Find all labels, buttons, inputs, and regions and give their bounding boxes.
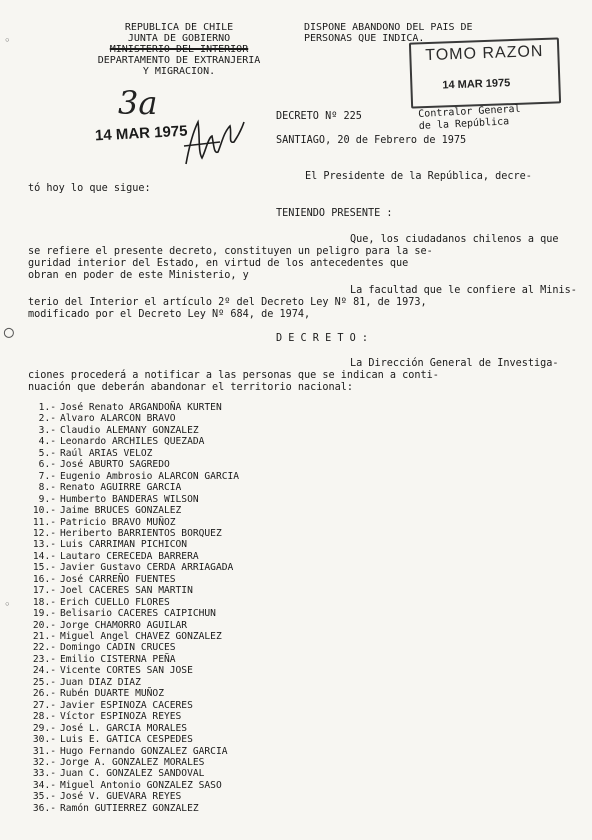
- list-item-name: Miguel Angel CHAVEZ GONZALEZ: [60, 631, 222, 642]
- list-item-name: Luis E. GATICA CESPEDES: [60, 734, 193, 746]
- list-item: [28, 436, 204, 447]
- list-item: [28, 654, 176, 665]
- list-item: [28, 482, 181, 493]
- list-item: [28, 459, 170, 470]
- list-item-number: 22.-: [32, 642, 56, 654]
- list-item-name: Lautaro CERECEDA BARRERA: [60, 550, 199, 562]
- list-item-number: 11.-: [32, 516, 56, 528]
- list-item-number: 26.-: [32, 688, 56, 700]
- list-item: [28, 700, 193, 711]
- list-item-name: Heriberto BARRIENTOS BORQUEZ: [60, 527, 222, 539]
- list-item-name: Eugenio Ambrosio ALARCON GARCIA: [60, 470, 240, 482]
- intro-line-1: El Presidente de la República, decre-: [305, 171, 532, 182]
- list-item: [28, 517, 176, 528]
- list-item: [28, 539, 187, 550]
- paragraph-2-line-2: terio del Interior el artículo 2º del Decreto Ley Nº 81, de 1973,: [28, 297, 427, 308]
- paragraph-3-line-1: La Dirección General de Investiga-: [350, 358, 559, 369]
- list-item-name: Leonardo ARCHILES QUEZADA: [60, 436, 205, 448]
- list-item-name: José CARREÑO FUENTES: [60, 573, 176, 585]
- list-item-name: Claudio ALEMANY GONZALEZ: [60, 424, 199, 436]
- margin-mark-icon: ◦: [4, 598, 11, 611]
- decree-number: DECRETO Nº 225: [276, 111, 362, 122]
- paragraph-1-line-4: obran en poder de este Ministerio, y: [28, 270, 249, 281]
- list-item-name: Jorge A. GONZALEZ MORALES: [60, 756, 205, 768]
- list-item-name: José L. GARCIA MORALES: [60, 722, 188, 734]
- list-item-name: Vicente CORTES SAN JOSE: [60, 665, 193, 677]
- list-item: [28, 734, 193, 745]
- list-item: [28, 803, 199, 814]
- list-item: [28, 551, 199, 562]
- list-item: [28, 631, 222, 642]
- subject-line-2: PERSONAS QUE INDICA.: [304, 33, 425, 44]
- list-item: [28, 413, 176, 424]
- list-item-number: 2.-: [38, 413, 56, 425]
- list-item: [28, 723, 187, 734]
- teniendo-presente-heading: TENIENDO PRESENTE :: [276, 208, 393, 219]
- list-item-name: Víctor ESPINOZA REYES: [60, 711, 182, 723]
- paragraph-1-line-2: se refiere el presente decreto, constituyen un peligro para la se-: [28, 246, 433, 257]
- list-item: [28, 448, 152, 459]
- handwritten-signature: [180, 112, 250, 172]
- issuer-header: [84, 22, 274, 77]
- list-item: [28, 505, 181, 516]
- list-item-number: 28.-: [32, 711, 56, 723]
- list-item: [28, 757, 204, 768]
- list-item-name: Emilio CISTERNA PEÑA: [60, 653, 176, 665]
- controller-line-1: Contralor General: [418, 103, 521, 120]
- list-item-number: 35.-: [32, 791, 56, 803]
- intro-line-2: tó hoy lo que sigue:: [28, 183, 151, 194]
- list-item-number: 7.-: [38, 470, 56, 482]
- controller-line-2: de la República: [418, 116, 510, 132]
- list-item-number: 5.-: [38, 447, 56, 459]
- list-item-number: 29.-: [32, 722, 56, 734]
- list-item-number: 16.-: [32, 573, 56, 585]
- list-item-number: 15.-: [32, 562, 56, 574]
- list-item-name: Hugo Fernando GONZALEZ GARCIA: [60, 745, 228, 757]
- list-item-number: 18.-: [32, 596, 56, 608]
- list-item-number: 32.-: [32, 756, 56, 768]
- list-item-number: 8.-: [38, 482, 56, 494]
- list-item-name: Miguel Antonio GONZALEZ SASO: [60, 779, 222, 791]
- list-item-number: 21.-: [32, 631, 56, 642]
- list-item: [28, 642, 176, 653]
- header-department-2: Y MIGRACION.: [142, 66, 216, 77]
- list-item-number: 13.-: [32, 539, 56, 551]
- list-item: [28, 471, 239, 482]
- list-item-number: 6.-: [38, 459, 56, 471]
- header-government: JUNTA DE GOBIERNO: [127, 33, 231, 44]
- list-item: [28, 597, 170, 608]
- decree-place-date: SANTIAGO, 20 de Febrero de 1975: [276, 135, 467, 146]
- paragraph-1-line-1: Que, los ciudadanos chilenos a que: [350, 234, 559, 245]
- list-item: [28, 768, 204, 779]
- list-item-name: Juan C. GONZALEZ SANDOVAL: [60, 768, 205, 780]
- list-item: [28, 688, 164, 699]
- list-item-number: 33.-: [32, 768, 56, 780]
- list-item-name: José ABURTO SAGREDO: [60, 459, 170, 471]
- list-item-name: Ramón GUTIERREZ GONZALEZ: [60, 802, 199, 814]
- list-item-name: Raúl ARIAS VELOZ: [60, 447, 153, 459]
- list-item-number: 24.-: [32, 665, 56, 677]
- list-item-number: 23.-: [32, 653, 56, 665]
- list-item-number: 14.-: [32, 550, 56, 562]
- list-item-number: 1.-: [38, 402, 56, 413]
- paragraph-2-line-1: La facultad que le confiere al Minis-: [350, 285, 577, 296]
- subject-line-1: DISPONE ABANDONO DEL PAIS DE: [304, 22, 473, 33]
- list-item-number: 12.-: [32, 527, 56, 539]
- list-item-number: 30.-: [32, 734, 56, 746]
- list-item-name: Belisario CACERES CAIPICHUN: [60, 608, 216, 620]
- list-item-name: Domingo CADIN CRUCES: [60, 642, 176, 654]
- list-item-number: 31.-: [32, 745, 56, 757]
- list-item: [28, 574, 176, 585]
- stamp-date: 14 MAR 1975: [442, 77, 511, 92]
- list-item-number: 4.-: [38, 436, 56, 448]
- margin-mark-icon: ◦: [4, 34, 11, 47]
- handwritten-reference: 3a: [118, 84, 158, 122]
- list-item-number: 3.-: [38, 424, 56, 436]
- list-item-name: Javier Gustavo CERDA ARRIAGADA: [60, 562, 234, 574]
- list-item: [28, 494, 199, 505]
- list-item-name: Juan DIAZ DIAZ: [60, 676, 141, 688]
- list-item-name: Renato AGUIRRE GARCIA: [60, 482, 182, 494]
- list-item-number: 10.-: [32, 505, 56, 517]
- list-item: [28, 665, 193, 676]
- handwritten-date: 14 MAR 1975: [94, 122, 188, 145]
- list-item-number: 19.-: [32, 608, 56, 620]
- list-item-name: Jaime BRUCES GONZALEZ: [60, 505, 182, 517]
- header-country: REPUBLICA DE CHILE: [124, 22, 234, 33]
- paragraph-2-line-3: modificado por el Decreto Ley Nº 684, de 1974,: [28, 309, 311, 320]
- list-item: [28, 608, 216, 619]
- list-item-name: José V. GUEVARA REYES: [60, 791, 182, 803]
- list-item: [28, 677, 141, 688]
- list-item-name: Joel CACERES SAN MARTIN: [60, 585, 193, 597]
- list-item: [28, 585, 193, 596]
- list-item-name: Rubén DUARTE MUÑOZ: [60, 688, 164, 700]
- list-item-number: 25.-: [32, 676, 56, 688]
- list-item-number: 27.-: [32, 699, 56, 711]
- list-item-name: Erich CUELLO FLORES: [60, 596, 170, 608]
- paragraph-1-line-3: guridad interior del Estado, en virtud de los antecedentes que: [28, 258, 409, 269]
- list-item-number: 17.-: [32, 585, 56, 597]
- list-item: [28, 562, 233, 573]
- list-item: [28, 746, 228, 757]
- paragraph-3-line-2: ciones procederá a notificar a las personas que se indican a conti-: [28, 370, 439, 381]
- list-item-name: Luis CARRIMAN PICHICON: [60, 539, 188, 551]
- header-department: DEPARTAMENTO DE EXTRANJERIA: [97, 55, 261, 66]
- stamp-title: TOMO RAZON: [425, 42, 544, 65]
- list-item-name: José Renato ARGANDOÑA KURTEN: [60, 402, 222, 413]
- controller-note: [418, 104, 521, 133]
- header-ministry: MINISTERIO DEL INTERIOR: [109, 44, 249, 55]
- list-item-number: 36.-: [32, 802, 56, 814]
- list-item: [28, 528, 222, 539]
- list-item: [28, 402, 222, 413]
- list-item-name: Jorge CHAMORRO AGUILAR: [60, 619, 188, 631]
- list-item: [28, 620, 187, 631]
- list-item-number: 34.-: [32, 779, 56, 791]
- paragraph-3-line-3: nuación que deberán abandonar el territorio nacional:: [28, 382, 354, 393]
- list-item: [28, 780, 222, 791]
- list-item-number: 20.-: [32, 619, 56, 631]
- list-item-name: Humberto BANDERAS WILSON: [60, 493, 199, 505]
- list-item: [28, 791, 181, 802]
- list-item-name: Alvaro ALARCON BRAVO: [60, 413, 176, 425]
- punch-hole-icon: ◯: [4, 322, 14, 341]
- tomo-razon-stamp: [409, 37, 561, 108]
- list-item: [28, 711, 181, 722]
- list-item-name: Javier ESPINOZA CACERES: [60, 699, 193, 711]
- list-item-number: 9.-: [38, 493, 56, 505]
- list-item-name: Patricio BRAVO MUÑOZ: [60, 516, 176, 528]
- list-item: [28, 425, 199, 436]
- decreto-heading: D E C R E T O :: [276, 333, 369, 344]
